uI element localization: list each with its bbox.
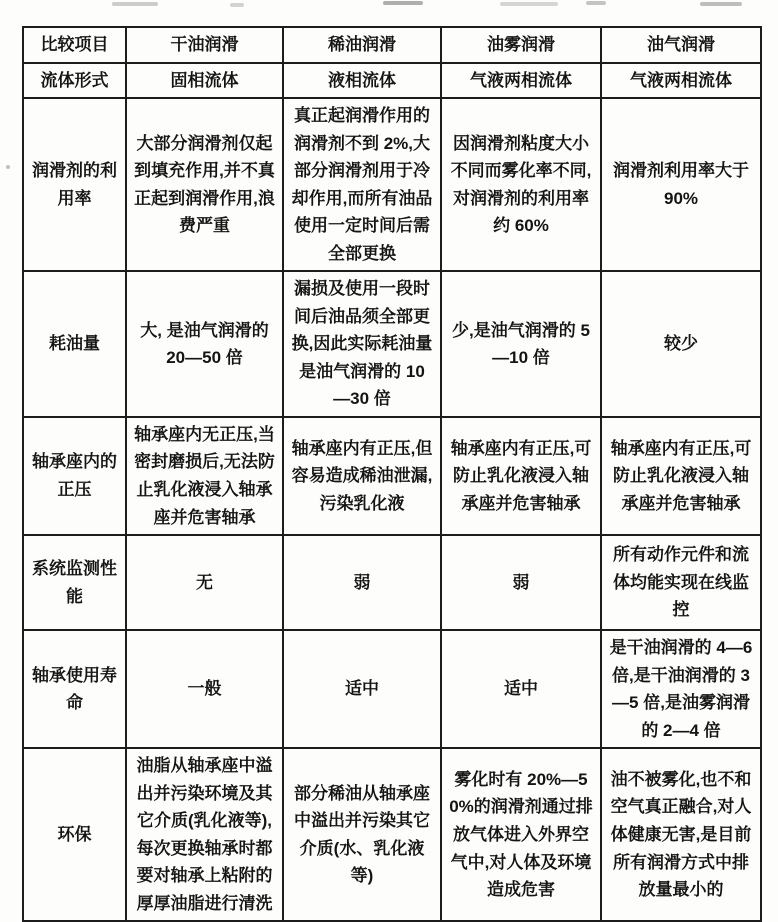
scan-artifact	[230, 3, 244, 7]
scan-artifact	[6, 165, 10, 169]
column-header-oil-air: 油气润滑	[601, 27, 761, 63]
table-header-row	[23, 27, 761, 63]
table-cell: 雾化时有 20%—50%的润滑剂通过排放气体进入外界空气中,对人体及环境造成危害	[441, 748, 601, 921]
table-row-oil-consumption	[23, 271, 761, 417]
scan-artifact	[700, 2, 742, 6]
table-cell: 润滑剂利用率大于 90%	[601, 98, 761, 271]
table-cell: 所有动作元件和流体均能实现在线监控	[601, 535, 761, 630]
row-label: 环保	[23, 748, 126, 921]
row-label: 耗油量	[23, 271, 126, 417]
row-label: 润滑剂的利用率	[23, 98, 126, 271]
table-cell: 油脂从轴承座中溢出并污染环境及其它介质(乳化液等),每次更换轴承时都要对轴承上粘附的厚厚油脂进行清洗	[126, 748, 283, 921]
table-cell: 弱	[441, 535, 601, 630]
table-cell: 弱	[283, 535, 441, 630]
table-cell: 轴承座内有正压,可防止乳化液浸入轴承座并危害轴承	[601, 417, 761, 535]
scan-artifact	[112, 2, 158, 6]
table-cell: 真正起润滑作用的润滑剂不到 2%,大部分润滑剂用于冷却作用,而所有油品使用一定时间后需全部更换	[283, 98, 441, 271]
table-cell: 油不被雾化,也不和空气真正融合,对人体健康无害,是目前所有润滑方式中排放量最小的	[601, 748, 761, 921]
row-label: 轴承座内的正压	[23, 417, 126, 535]
row-label: 轴承使用寿命	[23, 630, 126, 748]
table-cell: 大部分润滑剂仅起到填充作用,并不真正起到润滑作用,浪费严重	[126, 98, 283, 271]
table-cell: 较少	[601, 271, 761, 417]
scan-artifact	[383, 1, 423, 5]
table-row-bearing-life	[23, 630, 761, 748]
column-header-dry-oil: 干油润滑	[126, 27, 283, 63]
column-header-thin-oil: 稀油润滑	[283, 27, 441, 63]
table-cell: 一般	[126, 630, 283, 748]
table-cell: 液相流体	[283, 63, 441, 99]
scan-artifact	[500, 2, 558, 6]
table-cell: 气液两相流体	[441, 63, 601, 99]
table-row-environment	[23, 748, 761, 921]
table-row-utilization	[23, 98, 761, 271]
table-cell: 轴承座内有正压,但容易造成稀油泄漏,污染乳化液	[283, 417, 441, 535]
table-cell: 固相流体	[126, 63, 283, 99]
table-cell: 气液两相流体	[601, 63, 761, 99]
table-row-fluid-form	[23, 63, 761, 99]
lubrication-comparison-table	[22, 26, 762, 922]
table-cell: 适中	[441, 630, 601, 748]
table-cell: 是干油润滑的 4—6 倍,是干油润滑的 3—5 倍,是油雾润滑的 2—4 倍	[601, 630, 761, 748]
table-cell: 轴承座内无正压,当密封磨损后,无法防止乳化液浸入轴承座并危害轴承	[126, 417, 283, 535]
column-header-compare-item: 比较项目	[23, 27, 126, 63]
scan-artifact	[586, 1, 606, 5]
table-row-positive-pressure	[23, 417, 761, 535]
table-cell: 适中	[283, 630, 441, 748]
column-header-oil-mist: 油雾润滑	[441, 27, 601, 63]
row-label: 流体形式	[23, 63, 126, 99]
row-label: 系统监测性能	[23, 535, 126, 630]
table-cell: 轴承座内有正压,可防止乳化液浸入轴承座并危害轴承	[441, 417, 601, 535]
table-cell: 无	[126, 535, 283, 630]
table-cell: 部分稀油从轴承座中溢出并污染其它介质(水、乳化液等)	[283, 748, 441, 921]
table-row-monitoring	[23, 535, 761, 630]
table-cell: 因润滑剂粘度大小不同而雾化率不同,对润滑剂的利用率约 60%	[441, 98, 601, 271]
table-cell: 漏损及使用一段时间后油品须全部更换,因此实际耗油量是油气润滑的 10—30 倍	[283, 271, 441, 417]
table-cell: 少,是油气润滑的 5—10 倍	[441, 271, 601, 417]
table-cell: 大, 是油气润滑的 20—50 倍	[126, 271, 283, 417]
